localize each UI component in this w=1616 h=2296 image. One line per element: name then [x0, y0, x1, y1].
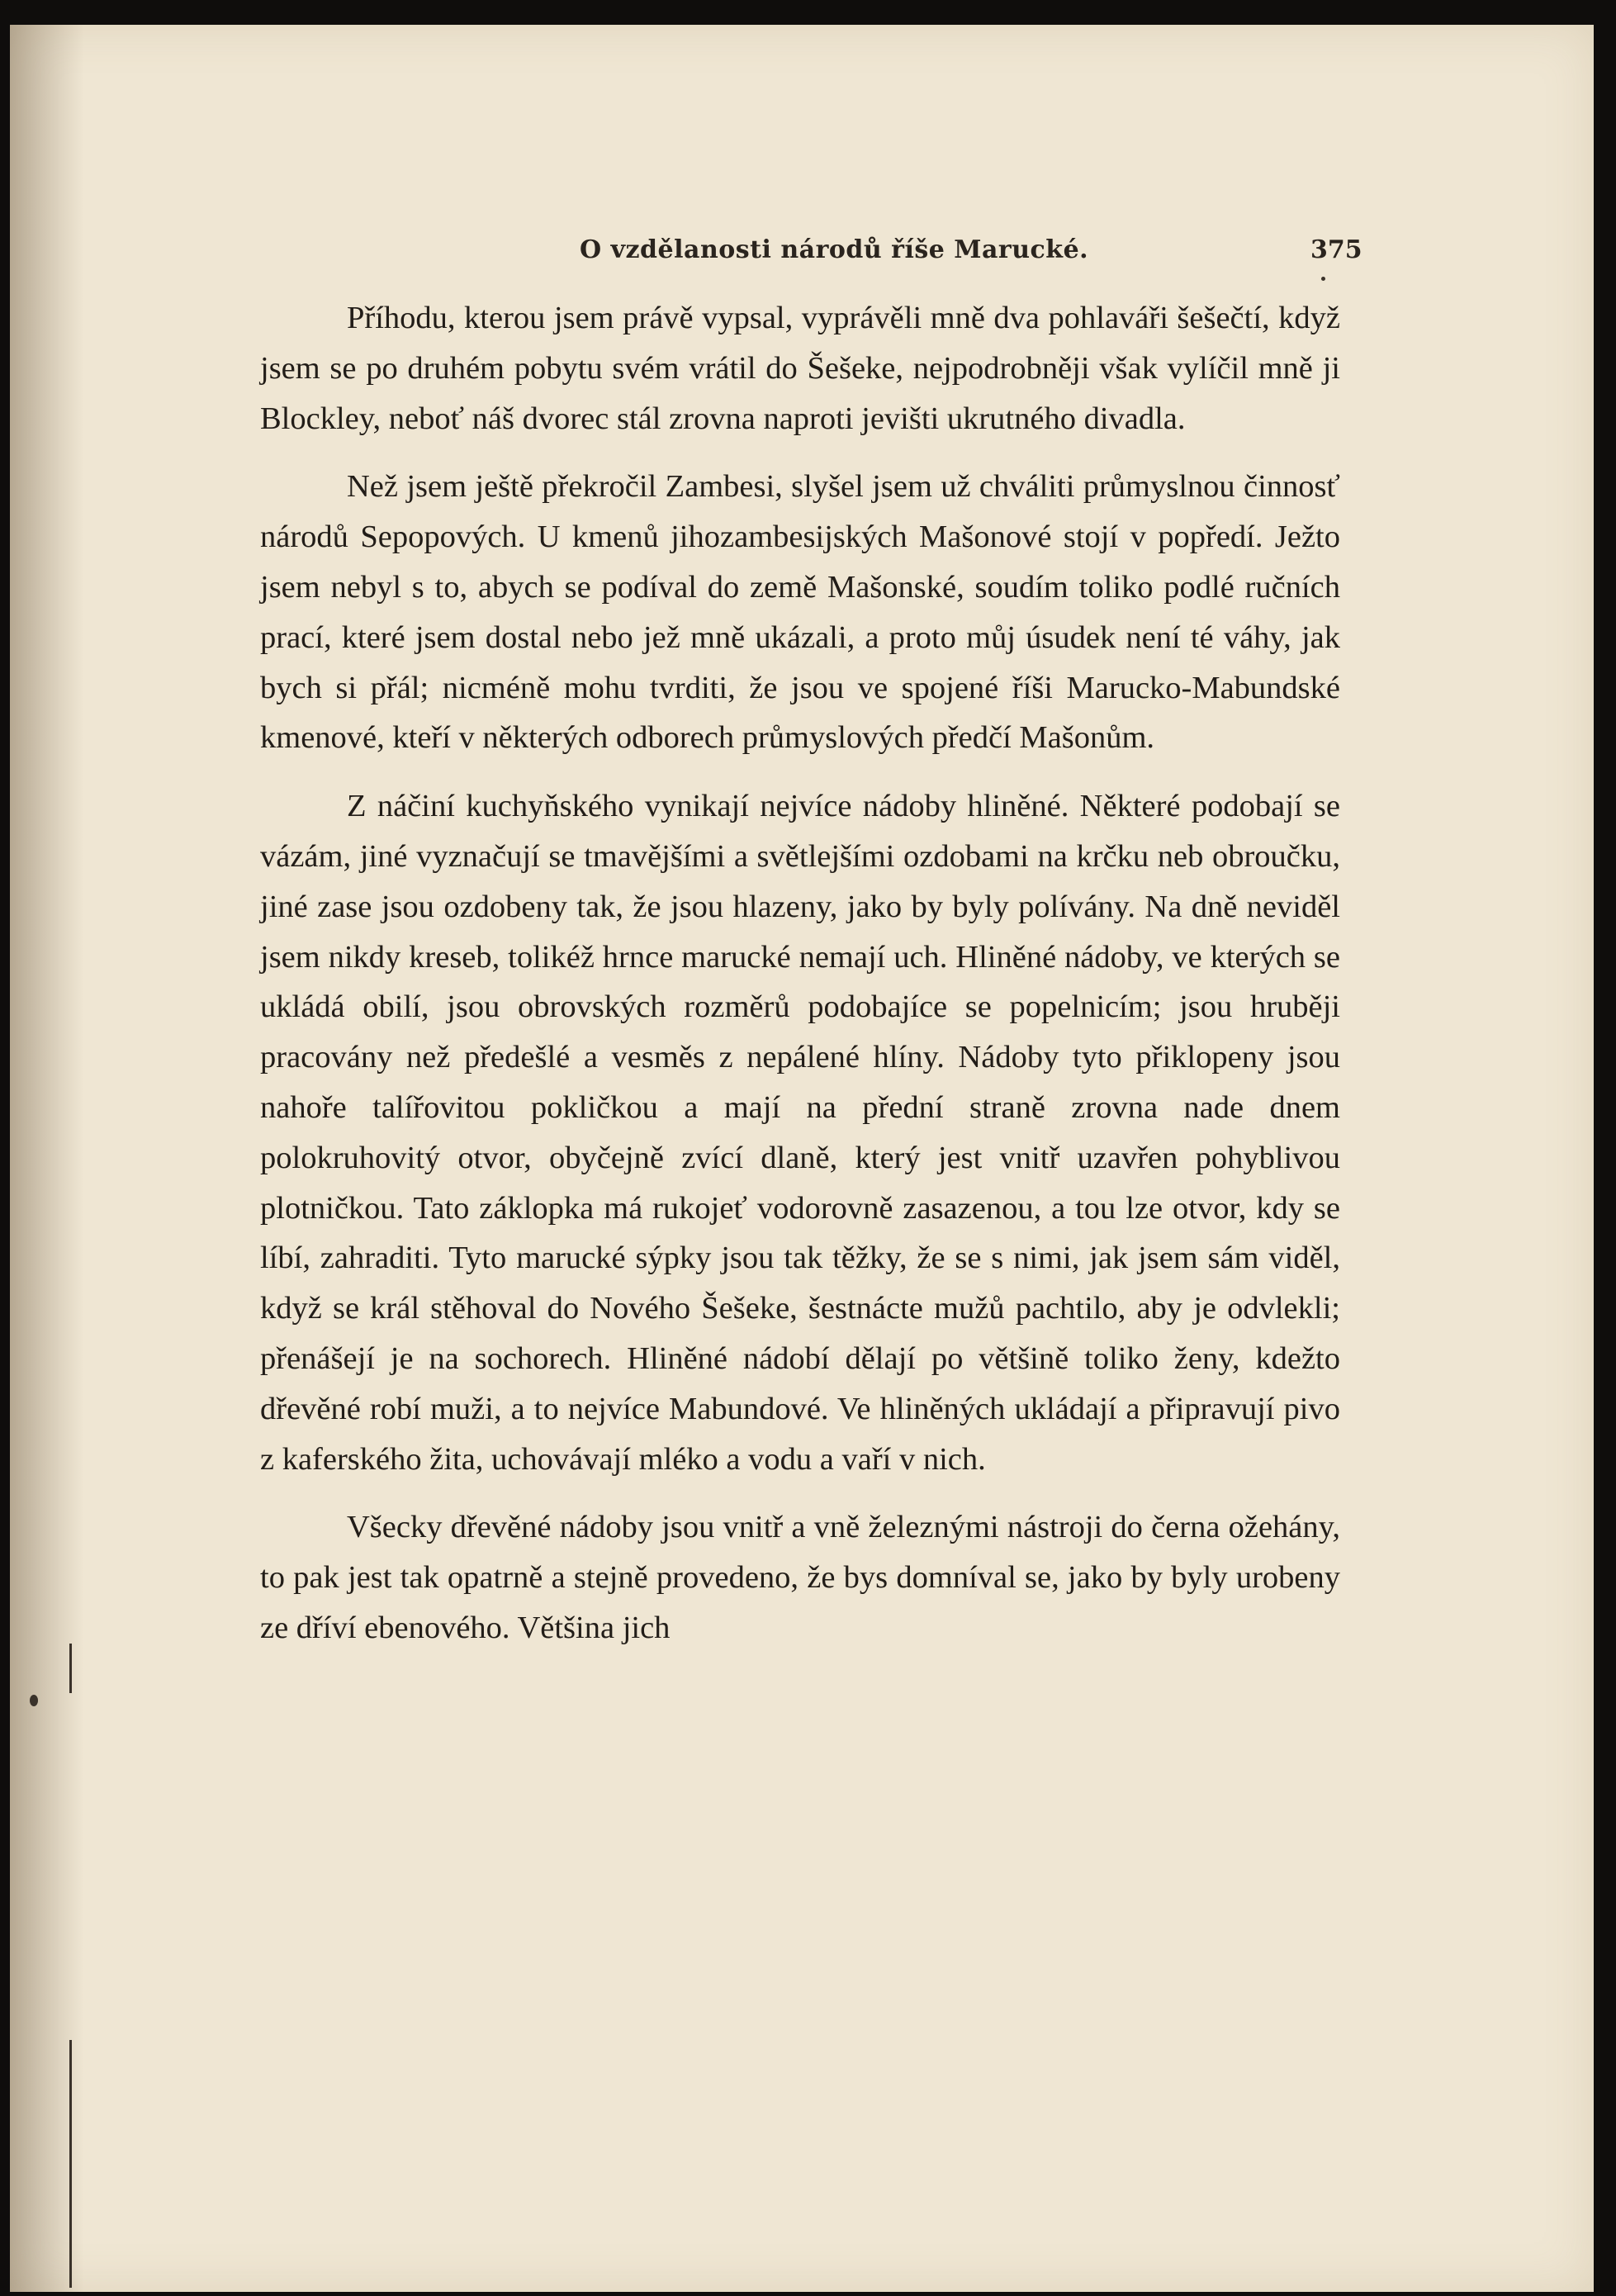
- paragraph: Než jsem ještě překročil Zambesi, slyšel jsem už chváliti průmyslnou činnosť národů Sepopových. U kmenů jihozambesijských Mašonové stojí v popředí. Ježto jsem nebyl s to, abych se podíval do země Mašonské, soudím toliko podlé ručních prací, které jsem dostal nebo jež mně ukázali, a proto můj úsudek není té váhy, jak bych si přál; nicméně mohu tvrditi, že jsou ve spojené říši Marucko-Mabundské kmenové, kteří v některých odborech průmyslových předčí Mašonům.: [260, 469, 1340, 756]
- running-title: O vzdělanosti národů říše Marucké.: [580, 235, 1089, 264]
- paragraph: Příhodu, kterou jsem právě vypsal, vyprávěli mně dva pohlaváři šešečtí, když jsem se po druhém pobytu svém vrátil do Šešeke, nejpodrobněji však vylíčil mně ji Blockley, neboť náš dvorec stál zrovna naproti jevišti ukrutného divadla.: [260, 301, 1340, 436]
- body-text: [260, 293, 1340, 1653]
- paragraph: Všecky dřevěné nádoby jsou vnitř a vně železnými nástroji do černa ožehány, to pak jest tak opatrně a stejně provedeno, že bys domníval se, jako by byly urobeny ze dříví ebenového. Většina jich: [260, 1510, 1340, 1645]
- ink-speck: [1321, 277, 1325, 281]
- margin-line: [69, 2040, 72, 2288]
- page-number: 375: [1310, 235, 1362, 264]
- gutter-shadow: [10, 25, 84, 2292]
- margin-mark: [69, 1644, 72, 1693]
- margin-dot: [30, 1695, 38, 1706]
- paragraph: Z náčiní kuchyňského vynikají nejvíce nádoby hliněné. Některé podobají se vázám, jiné vyznačují se tmavějšími a světlejšími ozdobami na krčku neb obroučku, jiné zase jsou ozdobeny tak, že jsou hlazeny, jako by byly polívány. Na dně neviděl jsem nikdy kreseb, tolikéž hrnce marucké nemají uch. Hliněné nádoby, ve kterých se ukládá obilí, jsou obrovských rozměrů podobajíce se popelnicím; jsou hruběji pracovány než předešlé a vesměs z nepálené hlíny. Nádoby tyto přiklopeny jsou nahoře talířovitou pokličkou a mají na přední straně zrovna nade dnem polokruhovitý otvor, obyčejně zvící dlaně, který jest vnitř uzavřen pohyblivou plotničkou. Tato záklopka má rukojeť vodorovně zasazenou, a tou lze otvor, kdy se líbí, zahraditi. Tyto marucké sýpky jsou tak těžky, že se s nimi, jak jsem sám viděl, když se král stěhoval do Nového Šešeke, šestnácte mužů pachtilo, aby je odvlekli; přenášejí je na sochorech. Hliněné nádobí dělají po většině toliko ženy, kdežto dřevěné robí muži, a to nejvíce Mabundové. Ve hliněných ukládají a připravují pivo z kaferského žita, uchovávají mléko a vodu a vaří v nich.: [260, 789, 1340, 1477]
